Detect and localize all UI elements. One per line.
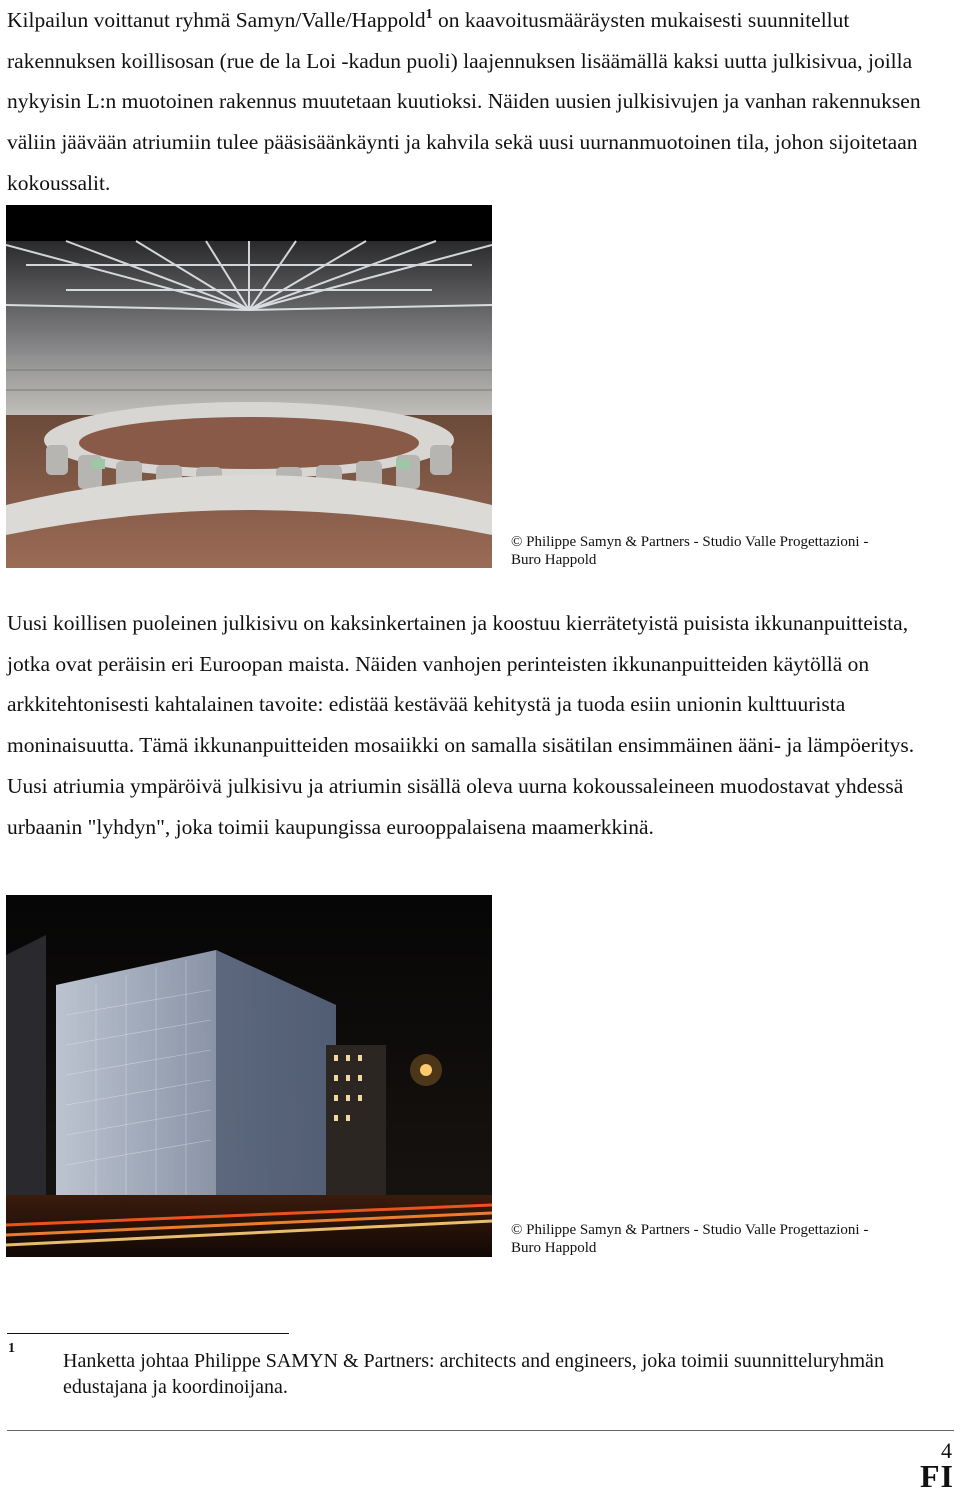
language-code: FI [920,1458,954,1494]
photo-caption: © Philippe Samyn & Partners - Studio Valle Progettazioni - Buro Happold [511,1222,869,1256]
page-number: 4 [941,1438,952,1463]
footnote-text: Hanketta johtaa Philippe SAMYN & Partners: architects and engineers, joka toimii suunnitteluryhmän edustajana ja koordinoijana. [63,1350,884,1398]
meeting-hall-photo [6,205,492,568]
building-night-photo [6,895,492,1257]
body-paragraph: Uusi koillisen puoleinen julkisivu on kaksinkertainen ja koostuu kierrätetyistä puisista ikkunanpuitteista, jotka ovat peräisin eri Euroopan maista. Näiden vanhojen perinteisten ikkunanpuitteiden käytöllä on arkkitehtonisesti kahtalainen tavoite: edistää kestävää kehitystä ja tuoda esiin unionin kulttuurista moninaisuutta. Tämä ikkunanpuitteiden mosaiikki on samalla sisätilan ensimmäinen ääni- ja lämpöeritys. Uusi atriumia ympäröivä julkisivu ja atriumin sisällä oleva uurna kokoussaleineen muodostavat yhdessä urbaanin "lyhdyn", joka toimii kaupungissa eurooppalaisena maamerkkinä. [7,611,915,839]
footer-divider [7,1430,954,1431]
intro-paragraph: Kilpailun voittanut ryhmä Samyn/Valle/Happold$^1$ on kaavoitusmääräysten mukaisesti suunnitellut rakennuksen koillisosan (rue de la Loi -kadun puoli) laajennuksen lisäämällä kaksi uutta julkisivua, joilla nykyisin L:n muotoinen rakennus muutetaan kuutioksi. Näiden uusien julkisivujen ja vanhan rakennuksen väliin jäävään atriumiin tulee pääsisäänkäynti ja kahvila sekä uusi uurnanmuotoinen tila, johon sijoitetaan kokoussalit. [7,7,921,195]
footnote-reference: 1 [425,7,433,22]
photo-caption: © Philippe Samyn & Partners - Studio Valle Progettazioni - Buro Happold [511,534,869,568]
footnote-divider [7,1333,289,1334]
footnote-marker: 1 [8,1341,15,1356]
